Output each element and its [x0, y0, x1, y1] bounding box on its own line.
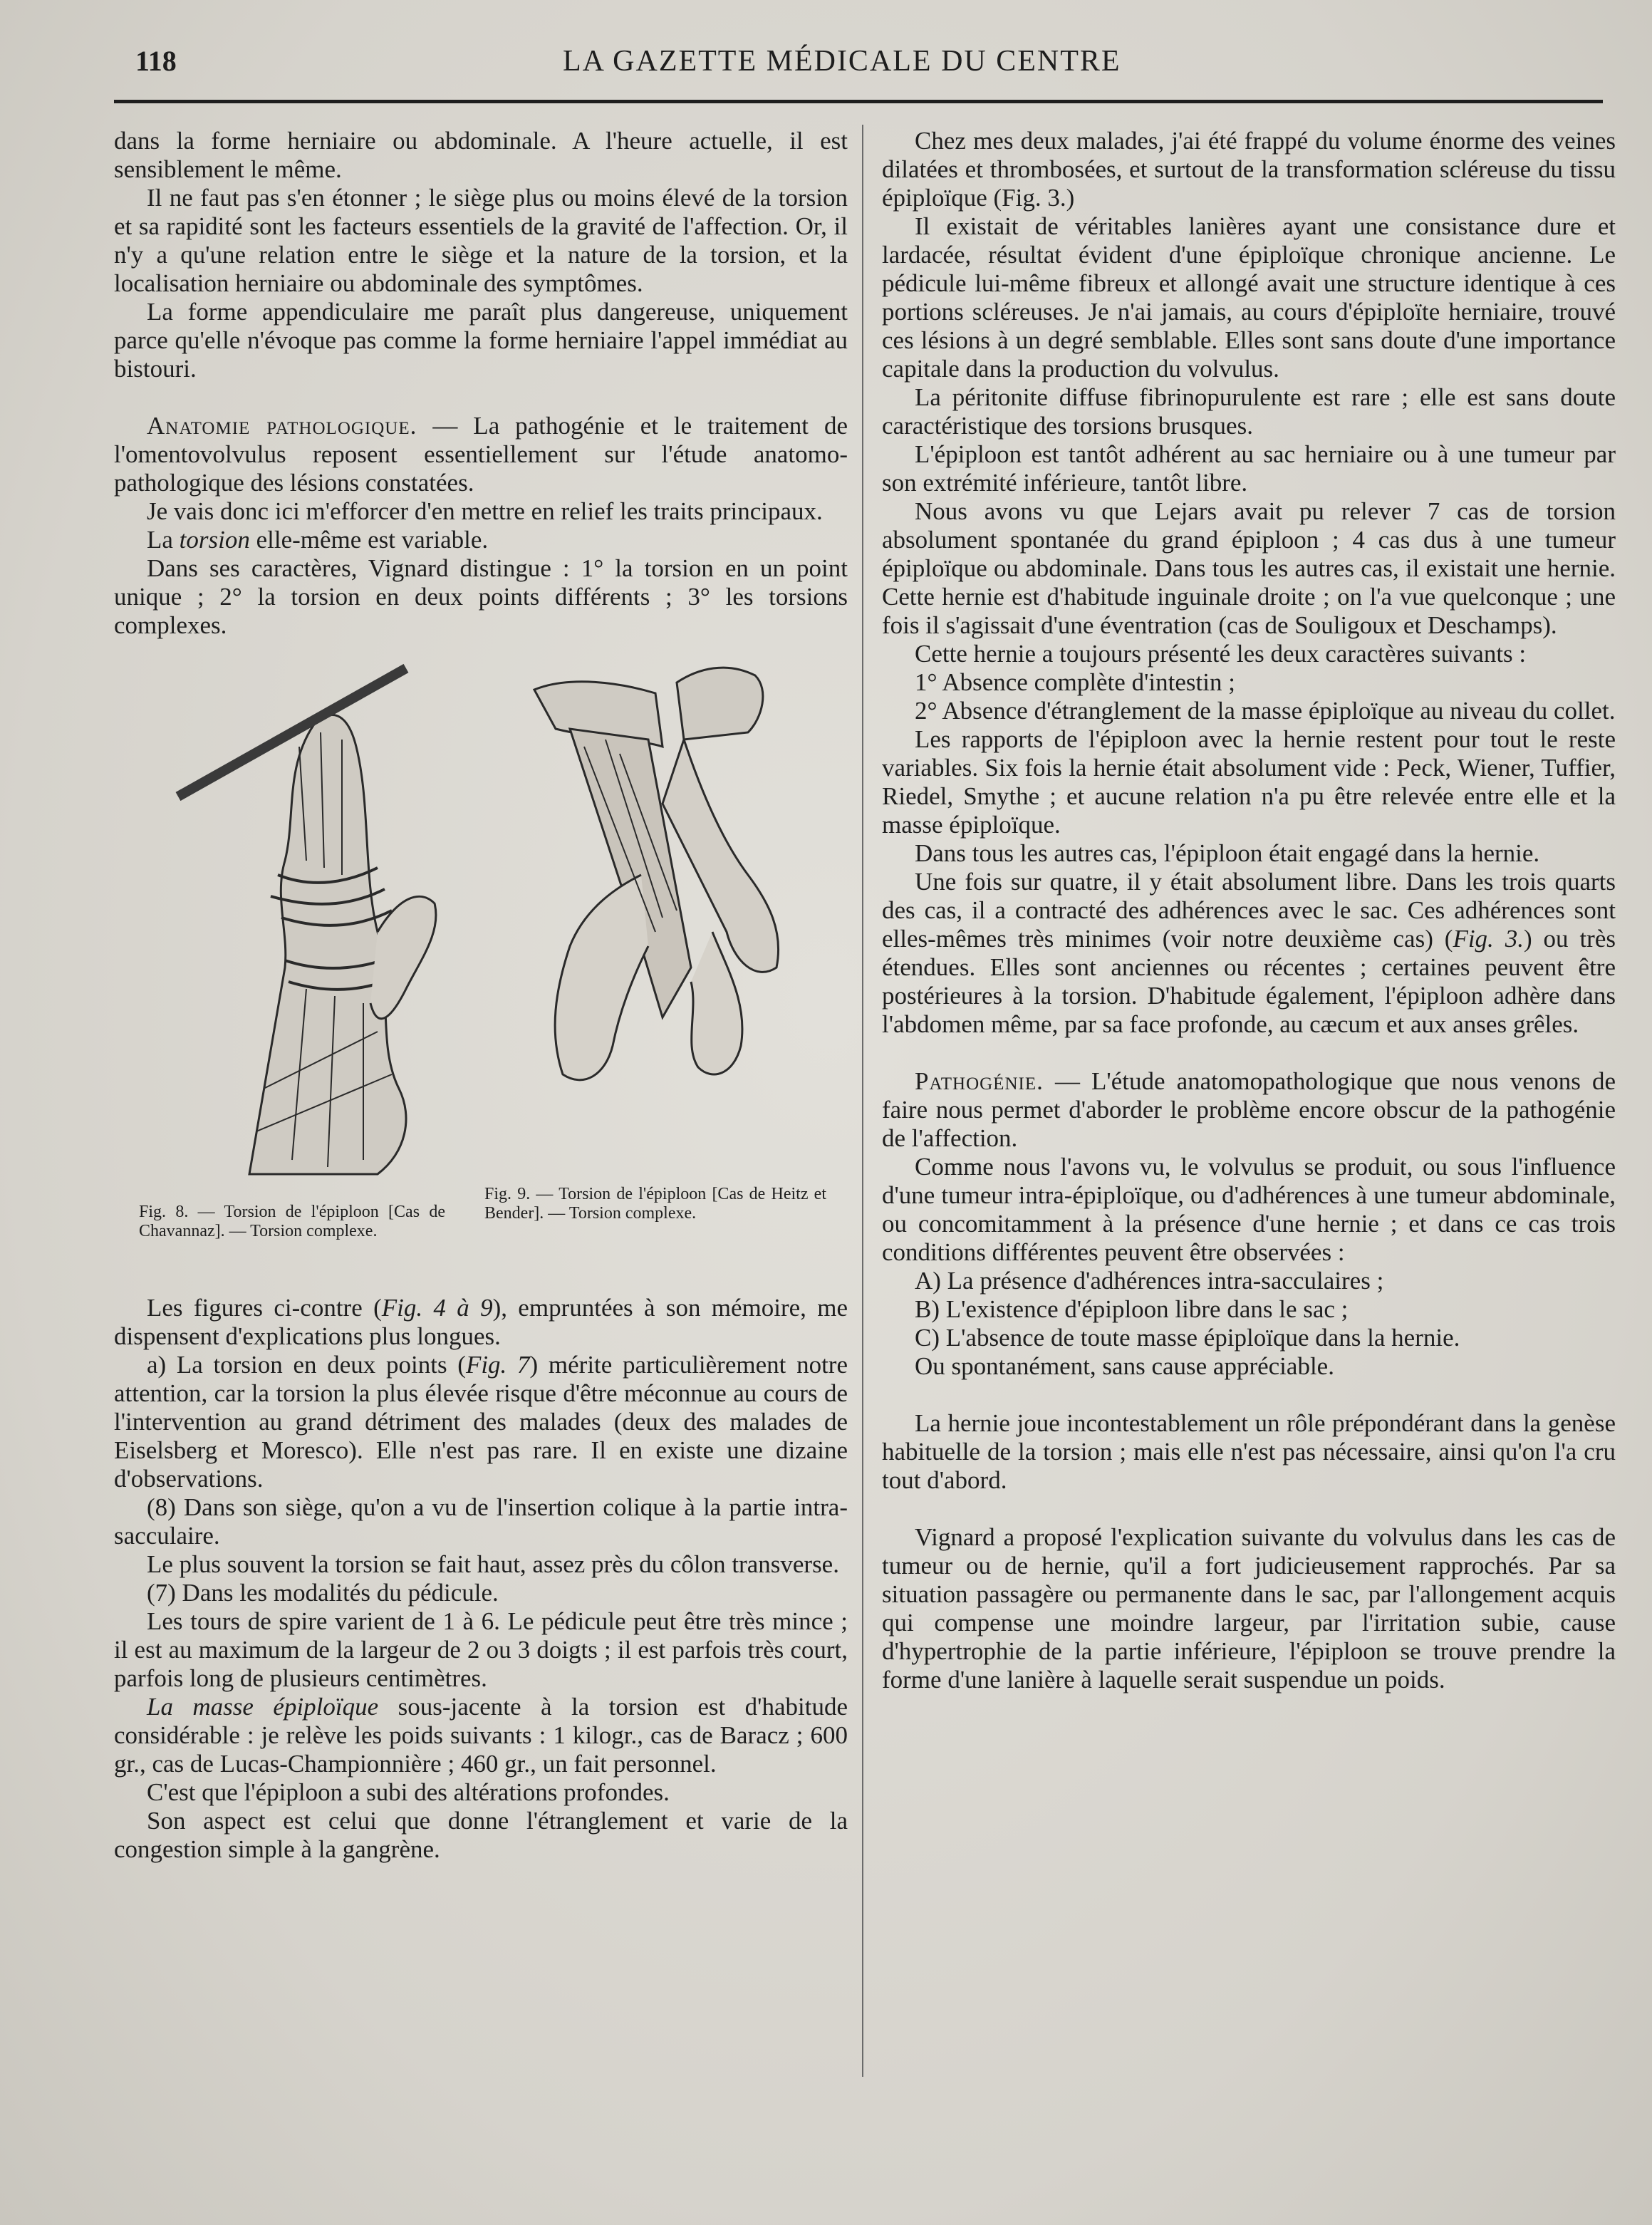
text-run: ) ou très étendues. Elles sont anciennes ou récentes ; certaines peuvent être postérieures à la torsion. D'habitude également, l'épiploon adhère dans l'abdomen même, par sa face profonde, au cæcum et aux anses grêles. — [882, 925, 1616, 1038]
emphasis: Fig. 3. — [1453, 925, 1524, 953]
fig8-illustration — [164, 661, 563, 1188]
paragraph — [114, 1351, 848, 1493]
text-run: Une fois sur quatre, il y était absolument libre. Dans les trois quarts des cas, il a contracté des adhérences avec le sac. Ces adhérences sont elles-mêmes très minimes (voir notre deuxième cas) ( — [882, 868, 1616, 953]
paragraph: Il ne faut pas s'en étonner ; le siège plus ou moins élevé de la torsion et sa rapidité sont les facteurs essentiels de la gravité de l'affection. Or, il n'y a qu'une relation entre le siège et la nature de la torsion, et la localisation herniaire ou abdominale des symptômes. — [114, 184, 848, 297]
text-run: ), empruntées à son mémoire, me dispensent d'explications plus longues. — [114, 1294, 848, 1350]
text-run: La — [147, 526, 180, 554]
right-column — [882, 127, 1616, 1694]
paragraph: B) L'existence d'épiploon libre dans le sac ; — [915, 1295, 1349, 1323]
paragraph: Les rapports de l'épiploon avec la hernie restent pour tout le reste variables. Six fois la hernie était absolument vide : Peck, Wiener, Tuffier, Riedel, Smythe ; et aucune relation n'a pu être relevée entre elle et la masse épiploïque. — [882, 725, 1616, 839]
paragraph: La forme appendiculaire me paraît plus dangereuse, uniquement parce qu'elle n'évoque pas comme la forme herniaire l'appel immédiat au bistouri. — [114, 298, 848, 383]
section-heading: Pathogénie. — [915, 1067, 1044, 1095]
paragraph: La hernie joue incontestablement un rôle prépondérant dans la genèse habituelle de la torsion ; mais elle n'est pas nécessaire, ainsi qu'on l'a cru tout d'abord. — [882, 1409, 1616, 1494]
paragraph: Nous avons vu que Lejars avait pu relever 7 cas de torsion absolument spontanée du grand épiploon ; 4 cas dus à une tumeur épiploïque ou abdominale. Dans tous les autres cas, il existait une hernie. Cette hernie est d'habitude inguinale droite ; on l'a vue quelconque ; une fois il s'agissait d'une éventration (cas de Souligoux et Deschamps). — [882, 497, 1616, 639]
paragraph: 2° Absence d'étranglement de la masse épiploïque au niveau du collet. — [915, 697, 1616, 725]
paragraph: A) La présence d'adhérences intra-sacculaires ; — [915, 1267, 1384, 1295]
page-number: 118 — [135, 45, 177, 77]
paragraph: Son aspect est celui que donne l'étranglement et varie de la congestion simple à la gangrène. — [114, 1807, 848, 1863]
paragraph — [114, 1693, 848, 1778]
paragraph: (7) Dans les modalités du pédicule. — [147, 1579, 499, 1607]
paragraph: L'épiploon est tantôt adhérent au sac herniaire ou à une tumeur par son extrémité inférieure, tantôt libre. — [882, 440, 1616, 497]
emphasis: La masse épiploïque — [147, 1693, 379, 1721]
section-heading: Anatomie pathologique. — [147, 412, 417, 440]
paragraph-text: — L'étude anatomopathologique que nous venons de faire nous permet d'aborder le problème encore obscur de la pathogénie de l'affection. — [882, 1067, 1616, 1152]
paragraph: C'est que l'épiploon a subi des altérations profondes. — [147, 1778, 670, 1806]
paragraph: Dans tous les autres cas, l'épiploon était engagé dans la hernie. — [915, 839, 1540, 867]
paragraph: Le plus souvent la torsion se fait haut, assez près du côlon transverse. — [147, 1550, 839, 1578]
paragraph: 1° Absence complète d'intestin ; — [915, 668, 1235, 696]
text-run: sous-jacente à la torsion est d'habitude considérable : je relève les poids suivants : 1 kilogr., cas de Baracz ; 600 gr., cas de Lucas-Championnière ; 460 gr., un fait personnel. — [114, 1693, 848, 1778]
page-header — [135, 44, 1524, 87]
emphasis: Fig. 4 à 9 — [381, 1294, 493, 1322]
paragraph: dans la forme herniaire ou abdominale. A l'heure actuelle, il est sensiblement le même. — [114, 127, 848, 183]
paragraph: Ou spontanément, sans cause appréciable. — [915, 1352, 1334, 1380]
paragraph: Dans ses caractères, Vignard distingue : 1° la torsion en un point unique ; 2° la torsion en deux points différents ; 3° les torsions complexes. — [114, 554, 848, 639]
paragraph-text: — La pathogénie et le traitement de l'omentovolvulus reposent essentiellement sur l'étude anatomo-pathologique des lésions constatées. — [114, 412, 848, 497]
header-rule — [114, 100, 1603, 103]
paragraph: Cette hernie a toujours présenté les deux caractères suivants : — [915, 640, 1527, 668]
paragraph — [882, 868, 1616, 1039]
emphasis: torsion — [179, 526, 250, 554]
text-run: a) La torsion en deux points ( — [147, 1351, 466, 1379]
paragraph: (8) Dans son siège, qu'on a vu de l'insertion colique à la partie intra-sacculaire. — [114, 1493, 848, 1550]
paragraph: C) L'absence de toute masse épiploïque dans la hernie. — [915, 1324, 1460, 1352]
fig9-caption: Fig. 9. — Torsion de l'épiploon [Cas de Heitz et Bender]. — Torsion complexe. — [484, 1185, 826, 1223]
paragraph — [114, 412, 848, 497]
journal-title: LA GAZETTE MÉDICALE DU CENTRE — [563, 45, 1121, 78]
paragraph: Il existait de véritables lanières ayant une consistance dure et lardacée, résultat évident d'une épiploïque chronique ancienne. Le pédicule lui-même fibreux et allongé avait une structure identique à ces portions scléreuses. Je n'ai jamais, au cours d'épiploïte herniaire, trouvé ces lésions à un degré semblable. Elles sont sans doute d'une importance capitale dans la production du volvulus. — [882, 212, 1616, 383]
text-run: Les figures ci-contre ( — [147, 1294, 382, 1322]
paragraph: Je vais donc ici m'efforcer d'en mettre en relief les traits principaux. — [147, 497, 823, 525]
paragraph: La péritonite diffuse fibrinopurulente est rare ; elle est sans doute caractéristique des torsions brusques. — [882, 383, 1616, 440]
paragraph: Vignard a proposé l'explication suivante du volvulus dans les cas de tumeur ou de hernie, qu'il a fort judicieusement rapprochés. Par sa situation passagère ou permanente dans le sac, par l'allongement acquis qui compense une moindre largeur, par l'irritation subie, cause d'hypertrophie de la partie inférieure, l'épiploon se trouve prendre la forme d'une lanière à laquelle serait suspendue un poids. — [882, 1523, 1616, 1694]
column-divider — [862, 125, 863, 2077]
figures-block — [114, 661, 848, 1281]
paragraph: Les tours de spire varient de 1 à 6. Le pédicule peut être très mince ; il est au maximum de la largeur de 2 ou 3 doigts ; il est parfois très court, parfois long de plusieurs centimètres. — [114, 1607, 848, 1692]
fig8-caption: Fig. 8. — Torsion de l'épiploon [Cas de Chavannaz]. — Torsion complexe. — [139, 1203, 445, 1240]
text-run: ) mérite particulièrement notre attention, car la torsion la plus élevée risque d'être méconnue au cours de l'intervention au grand détriment des malades (deux des malades de Eiselsberg et Moresco). Elle n'est pas rare. Il en existe une dizaine d'observations. — [114, 1351, 848, 1493]
paragraph — [114, 1294, 848, 1351]
paragraph: Chez mes deux malades, j'ai été frappé du volume énorme des veines dilatées et thrombosées, et surtout de la transformation scléreuse du tissu épiploïque (Fig. 3.) — [882, 127, 1616, 212]
left-column — [114, 127, 848, 1864]
paragraph: Comme nous l'avons vu, le volvulus se produit, ou sous l'influence d'une tumeur intra-épiploïque, ou d'adhérences à une tumeur abdominale, ou concomitamment à la présence d'une hernie ; et dans ce cas trois conditions différentes peuvent être observées : — [882, 1153, 1616, 1266]
text-run: elle-même est variable. — [249, 526, 489, 554]
paragraph — [114, 526, 848, 554]
paragraph — [882, 1067, 1616, 1153]
emphasis: Fig. 7 — [465, 1351, 530, 1379]
fig9-illustration — [513, 661, 848, 1103]
